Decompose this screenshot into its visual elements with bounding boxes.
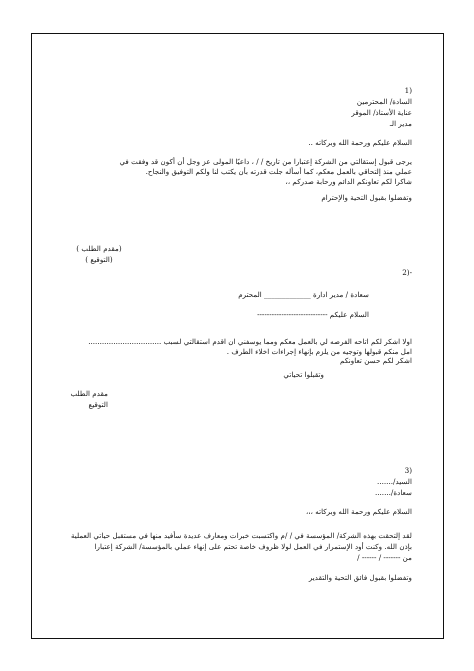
letter1-salutation-title: السادة/ المحترمين: [356, 97, 412, 106]
letter2-body-line2: امل منكم قبولها وتوجيه من يلزم بإنهاء إجراءات اخلاء الطرف .: [226, 347, 412, 356]
letter2-closing: وتقبلوا تحياتي: [283, 370, 324, 379]
letter1-body-line1: يرجى قبول إستقالتي من الشركة إعتبارا من تاريخ / / ، داعيًا المولى عز وجل أن أكون قد وفقت في: [119, 157, 412, 166]
letter1-greeting: السلام عليكم ورحمة الله وبركاته ..: [308, 138, 412, 147]
letter2-applicant: مقدم الطلب: [70, 389, 108, 398]
letter1-closing: وتفضلوا بقبول التحية والإحترام: [321, 193, 412, 202]
letter3-body-line3: من ------- / ------ /: [357, 553, 412, 562]
letter1-body-line3: شاكرا لكم تعاونكم الدائم ورحابة صدركم ،،: [285, 177, 412, 186]
letter1-position: مدير الـ: [389, 119, 412, 128]
letter3-greeting: السلام عليكم ورحمة الله وبركاته ،،،: [305, 507, 412, 516]
letter2-signature: التوقيع: [88, 400, 108, 409]
letter3-body-line2: بإذن الله. وكنت أود الإستمرار في العمل لولا ظروف خاصة تحتم على إنهاء عملي بالمؤسسة/ الشركة إعتبارا: [94, 542, 412, 551]
letter2-body-line3: اشكر لكم حسن تعاونكم: [340, 356, 412, 365]
letter3-addressee1: السيد/.......: [377, 477, 412, 486]
letter2-addressee: سعادة / مدير ادارة _____________ المحترم: [238, 290, 369, 299]
letter1-body-line2: عملي منذ إلتحاقي بالعمل معكم، كما أسأله جلت قدرته بأن يكتب لنا ولكم التوفيق والنجاح.: [145, 167, 412, 176]
letter1-signature: (التوقيع ): [85, 255, 113, 264]
letter1-attention: عناية الأستاذ/ الموقر: [351, 108, 412, 117]
letter2-body-line1: اولا اشكر لكم اتاحه الفرصه لي بالعمل معكم ومما يوسفني ان اقدم استقالتي لسبب ................................: [88, 337, 412, 346]
letter3-closing: وتفضلوا بقبول فائق التحية والتقدير: [308, 573, 412, 582]
letter3-body-line1: لقد إلتحقت بهذه الشركة/ المؤسسة في / /م واكتسبت خبرات ومعارف عديدة سأفيد منها في مستقبل حياتي العملية: [70, 531, 412, 540]
letter3-addressee2: سعادة/.......: [374, 488, 412, 497]
letter1-applicant: (مقدم الطلب ): [76, 244, 122, 253]
letter2-number: -(2: [402, 268, 412, 277]
letter3-number: (3: [404, 466, 412, 475]
letter1-number: (1: [404, 86, 412, 95]
letter2-greeting: السلام عليكم -----------------------------: [257, 310, 369, 319]
